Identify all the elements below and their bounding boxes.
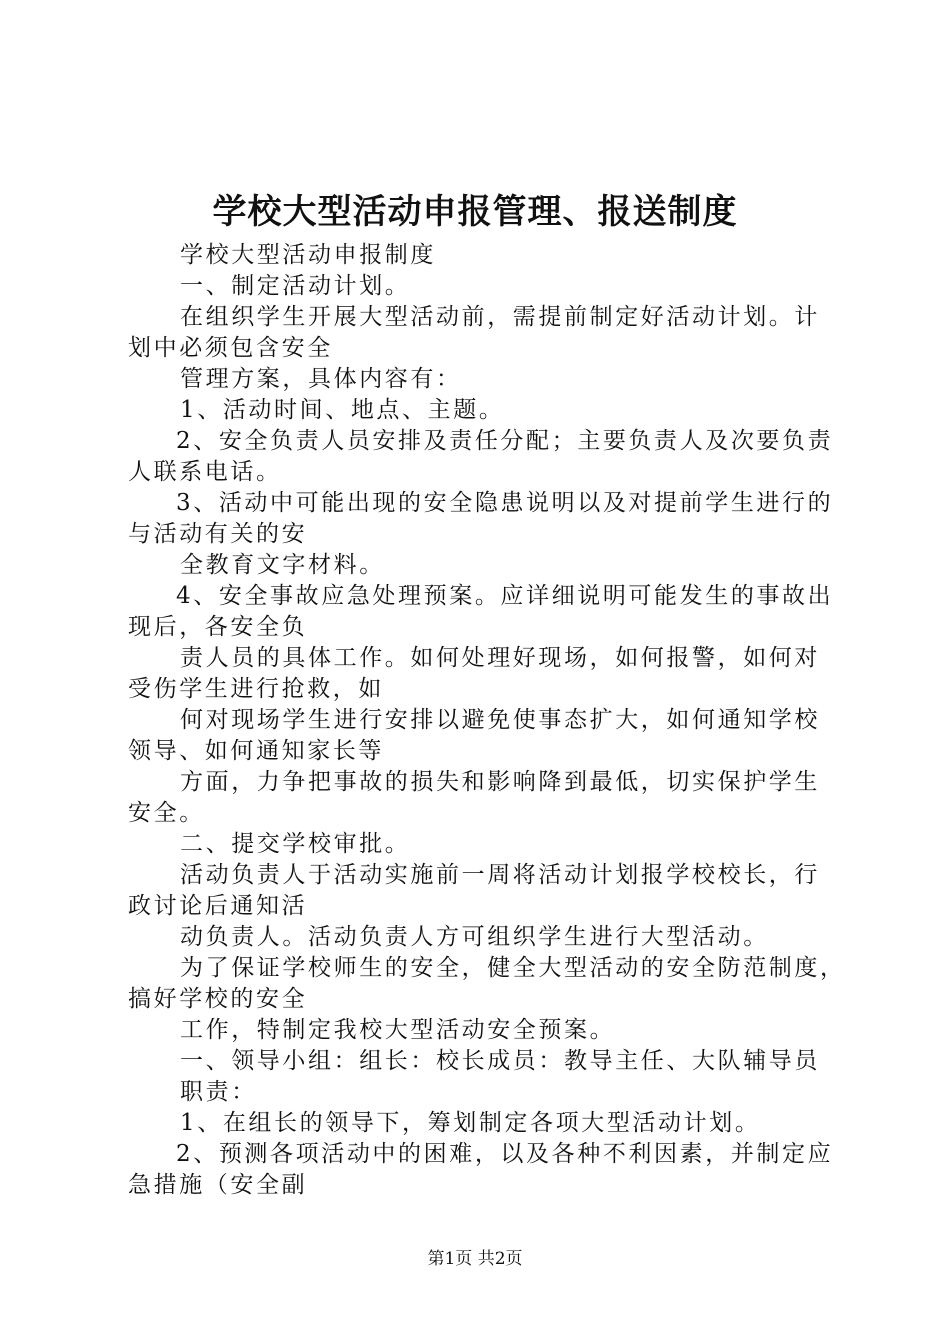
text-line: 2、预测各项活动中的困难，以及各种不利因素，并制定应 — [176, 1141, 834, 1167]
text-line: 1、在组长的领导下，筹划制定各项大型活动计划。 — [180, 1110, 761, 1136]
text-line: 一、领导小组：组长：校长成员：教导主任、大队辅导员 — [180, 1048, 820, 1074]
text-line: 急措施（安全副 — [128, 1172, 308, 1198]
text-line: 二、提交学校审批。 — [180, 831, 411, 857]
text-line: 人联系电话。 — [128, 459, 282, 485]
text-line: 划中必须包含安全 — [128, 335, 333, 361]
text-line: 全教育文字材料。 — [180, 552, 385, 578]
document-body — [128, 240, 846, 1201]
text-line: 动负责人。活动负责人方可组织学生进行大型活动。 — [180, 924, 769, 950]
text-line: 活动负责人于活动实施前一周将活动计划报学校校长，行 — [180, 862, 820, 888]
text-line: 何对现场学生进行安排以避免使事态扩大，如何通知学校 — [180, 707, 820, 733]
page-footer: 第1页 共2页 — [427, 1249, 523, 1269]
text-line: 与活动有关的安 — [128, 521, 308, 547]
text-line: 工作，特制定我校大型活动安全预案。 — [180, 1017, 616, 1043]
text-line: 政讨论后通知活 — [128, 893, 308, 919]
text-line: 责人员的具体工作。如何处理好现场，如何报警，如何对 — [180, 645, 820, 671]
text-line: 领导、如何通知家长等 — [128, 738, 384, 764]
text-line: 4、安全事故应急处理预案。应详细说明可能发生的事故出 — [176, 583, 834, 609]
text-line: 方面，力争把事故的损失和影响降到最低，切实保护学生 — [180, 769, 820, 795]
text-line: 学校大型活动申报制度 — [180, 242, 436, 268]
text-line: 1、活动时间、地点、主题。 — [180, 397, 505, 423]
text-line: 职责： — [180, 1079, 257, 1105]
text-line: 为了保证学校师生的安全，健全大型活动的安全防范制度， — [180, 955, 846, 981]
text-line: 管理方案，具体内容有： — [180, 366, 462, 392]
text-line: 在组织学生开展大型活动前，需提前制定好活动计划。计 — [180, 304, 820, 330]
document-title: 学校大型活动申报管理、报送制度 — [212, 192, 738, 232]
text-line: 受伤学生进行抢救，如 — [128, 676, 384, 702]
text-line: 2、安全负责人员安排及责任分配；主要负责人及次要负责 — [176, 428, 834, 454]
text-line: 安全。 — [128, 800, 205, 826]
text-line: 现后，各安全负 — [128, 614, 308, 640]
text-line: 搞好学校的安全 — [128, 986, 308, 1012]
text-line: 一、制定活动计划。 — [180, 273, 411, 299]
text-line: 3、活动中可能出现的安全隐患说明以及对提前学生进行的 — [176, 490, 834, 516]
